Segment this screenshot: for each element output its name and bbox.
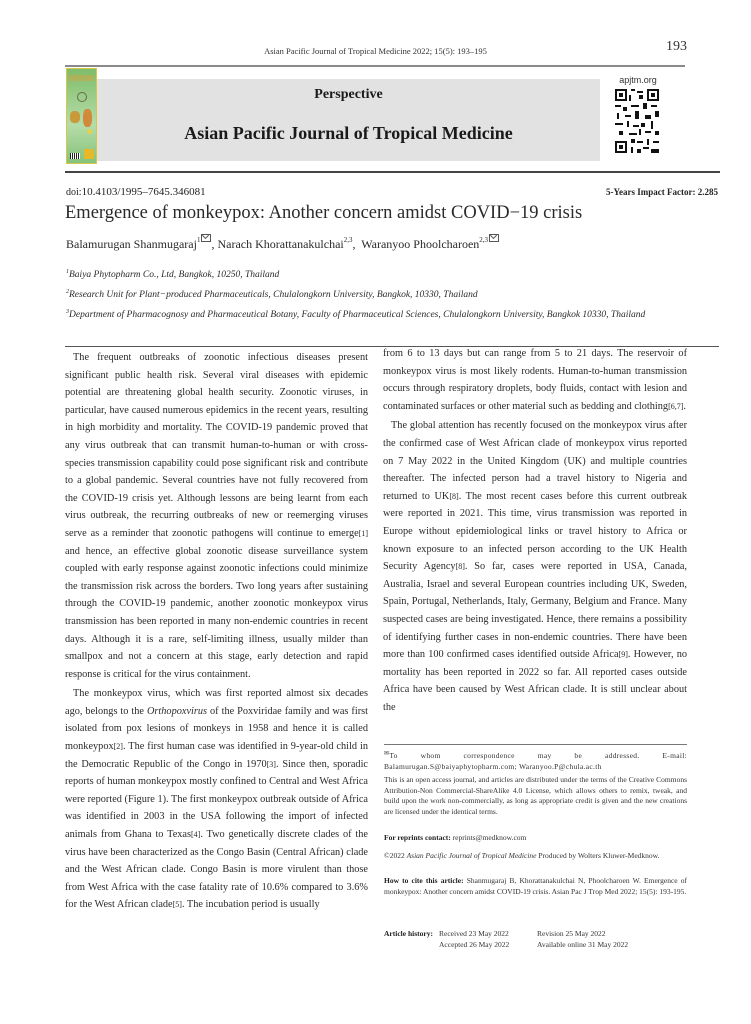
article-history <box>384 928 687 950</box>
author-affiliation-marker: 1 <box>196 236 201 244</box>
affiliation-text: Research Unit for Plant−produced Pharmaceuticals, Chulalongkorn University, Bangkok, 10330, Thailand <box>69 290 478 301</box>
correspondence-note <box>384 749 687 772</box>
body-paragraph: from 6 to 13 days but can range from 5 to 21 days. The reservoir of monkeypox virus is most likely rodents. Human-to-human transmission occurs through respiratory droplets, body fluids, contact with lesion and contaminated surfaces or other material such as bedding and clothing[6,7]. <box>383 348 687 412</box>
citation-link[interactable]: [9] <box>618 650 628 660</box>
citation-link[interactable]: [8] <box>449 491 459 501</box>
citation-link[interactable]: [1] <box>358 528 368 538</box>
reprints-email[interactable]: reprints@medknow.com <box>450 833 527 842</box>
qr-code-icon[interactable] <box>613 87 661 155</box>
impact-factor: 5-Years Impact Factor: 2.285 <box>606 187 718 197</box>
author-affiliation-marker: 2,3 <box>479 236 489 244</box>
body-paragraph: The global attention has recently focused on the monkeypox virus after the confirmed case of West African clade of monkeypox virus reported on 7 May 2022 in the United Kingdom (UK) and multiple countries thereafter. The infected person had a travel history to Nigeria and returned to UK[8]. The most recent cases before this current outbreak were reported in 2021. This time, virus transmission was reported in Europe without epidemiological links or travel history to Africa or known exposure to an infected person according to the UK Health Security Agency[8]. So far, cases were reported in USA, Canada, Australia, Israel and several European countries including UK, Sweden, Spain, Portugal, Netherlands, Italy, Germany, Belgium and France. Many suspected cases are being investigated. Hence, there remains a possibility of identifying further cases in non-endemic countries. There have been more than 100 confirmed cases identified outside Africa[9]. However, no mortality has been reported in 2022 so far. All reported cases outside Africa have been caused by West African clade. It is still unclear about the <box>383 420 687 713</box>
citation-link[interactable]: [5] <box>172 900 182 910</box>
header-top-rule <box>65 65 685 67</box>
body-column-right <box>383 345 687 716</box>
journal-banner <box>97 79 600 161</box>
doi[interactable] <box>66 186 206 198</box>
cover-map-shape <box>83 109 92 127</box>
mail-icon[interactable] <box>201 234 211 242</box>
author-name: Narach Khorattanakulchai <box>217 237 344 251</box>
doi-label: doi: <box>66 187 82 198</box>
affiliation-marker: 3 <box>66 309 69 315</box>
mail-icon: ✉ <box>384 751 390 757</box>
journal-name: Asian Pacific Journal of Tropical Medicine <box>184 123 513 143</box>
history-row <box>384 939 687 950</box>
affiliation-text: Department of Pharmacognosy and Pharmaceutical Botany, Faculty of Pharmaceutical Sciences, Chulalongkorn University, Bangkok 10330, Thailand <box>69 310 646 321</box>
affiliation-marker: 1 <box>66 269 69 275</box>
cite-text: Shanmugaraj B, Khorattanakulchai N, Phoolcharoen W. Emergence of monkeypox: Another concern amidst COVID-19 crisis. Asian Pac J Trop Med 2022; 15(5): 193-195. <box>384 876 687 896</box>
cover-title-band <box>69 75 94 81</box>
history-revision: Revision 25 May 2022 <box>537 929 606 938</box>
citation-link[interactable]: [6,7] <box>668 401 684 411</box>
cover-seal-icon <box>77 92 87 102</box>
author-list <box>66 234 499 252</box>
article-type-label: Perspective <box>314 87 383 102</box>
reprints-label: For reprints contact: <box>384 833 451 842</box>
body-paragraph: The frequent outbreaks of zoonotic infectious diseases present significant public health risk. Several viral diseases with epidemic potential are threatening global health security. Zoonotic viruses, in particular, have caused numerous epidemics in the recent years, resulting in high morbidity and mortality. The COVID-19 pandemic proved that any virus outbreak that can transmit human-to-human or with cross-species transmission capability could pose significant risk and contribute to a global pandemic. Several countries have not fully recovered from the COVID-19 crisis yet. Although lessons are being learnt from each virus outbreak, the recurring outbreaks of new or reemerging viruses serve as a reminder that zoonotic pathogens will continue to emerge[1] and hence, an effective global zoonotic disease surveillance system coupled with early response against zoonotic infections could minimize the transmission risk across the borders. Two long years after sustaining through the COVID-19 pandemic, another zoonotic monkeypox virus transmission has been reported in many non-endemic countries in recent days. Although it is a rare, self-limiting illness, usually milder than smallpox and not a concern at this stage, early detection and rapid response is critical for the virus containment. <box>65 352 368 680</box>
copyright-note: ©2022 Asian Pacific Journal of Tropical Medicine Produced by Wolters Kluwer-Medknow. <box>384 851 660 860</box>
correspondence-text: To whom correspondence may be addressed. E-mail: Balamurugan.S@baiyaphytopharm.com; Waranyoo.P@chula.ac.th <box>384 751 687 771</box>
footnote-rule <box>384 744 687 745</box>
license-note: This is an open access journal, and articles are distributed under the terms of the Creative Commons Attribution-Non Commercial-ShareAlike 4.0 License, which allows others to remix, tweak, and build upon the work non-commercially, as long as appropriate credit is given and the new creations are licensed under the identical terms. <box>384 775 687 816</box>
article-title: Emergence of monkeypox: Another concern amidst COVID−19 crisis <box>65 203 583 223</box>
cover-logo-icon <box>84 149 94 159</box>
journal-cover-image <box>66 68 97 164</box>
body-paragraph: The monkeypox virus, which was first reported almost six decades ago, belongs to the Orthopoxvirus of the Poxviridae family and was first isolated from pox lesions of monkeys in 1958 and hence it is called monkeypox[2]. The first human case was identified in 9-year-old child in the Democratic Republic of the Congo in 1970[3]. Since then, sporadic reports of human monkeypox mostly confined to Central and West Africa were reported (Figure 1). The first monkeypox outbreak outside of Africa was identified in 2003 in the USA following the import of infected animals from Ghana to Texas[4]. Two genetically discrete clades of the virus have been characterized as the Congo Basin (Central African) clade and the West African clade. Congo Basin is more virulent than those from West Africa with the case fatality rate of 10.6% compared to 3.6% for the West African clade[5]. The incubation period is usually <box>65 688 369 911</box>
citation-note <box>384 876 687 897</box>
affiliation <box>66 267 716 281</box>
affiliation-text: Baiya Phytopharm Co., Ltd, Bangkok, 10250, Thailand <box>69 270 280 281</box>
history-row <box>384 928 687 939</box>
running-head: Asian Pacific Journal of Tropical Medicine 2022; 15(5): 193–195 <box>264 46 487 56</box>
history-label: Article history: <box>384 929 433 938</box>
journal-website[interactable]: apjtm.org <box>619 75 657 85</box>
header-bottom-rule <box>65 171 720 173</box>
history-online: Available online 31 May 2022 <box>537 940 629 949</box>
cover-map-shape <box>70 111 80 123</box>
page-number: 193 <box>666 39 687 54</box>
mail-icon[interactable] <box>489 234 499 242</box>
author-name: Waranyoo Phoolcharoen <box>361 237 480 251</box>
author-separator: , <box>211 237 218 251</box>
reprints-note <box>384 833 687 844</box>
citation-link[interactable]: [3] <box>266 759 276 769</box>
citation-link[interactable]: [8] <box>455 562 465 572</box>
history-accepted: Accepted 26 May 2022 <box>439 940 510 949</box>
body-column-left <box>65 349 368 914</box>
citation-link[interactable]: [4] <box>190 830 201 840</box>
author-affiliation-marker: 2,3 <box>343 236 353 244</box>
cite-label: How to cite this article: <box>384 876 464 885</box>
author-separator: , <box>352 237 362 251</box>
author-name: Balamurugan Shanmugaraj <box>66 237 197 251</box>
cover-map-shape <box>87 129 92 134</box>
journal-name-italic: Asian Pacific Journal of Tropical Medicine <box>406 851 537 860</box>
affiliation <box>66 287 716 301</box>
italic-term: Orthopoxvirus <box>146 705 208 717</box>
cover-barcode-icon <box>70 153 80 159</box>
citation-link[interactable]: [2] <box>113 742 123 752</box>
history-label-spacer <box>384 939 439 950</box>
affiliation <box>66 307 716 321</box>
doi-value[interactable]: 10.4103/1995–7645.346081 <box>81 186 206 198</box>
history-received: Received 23 May 2022 <box>439 929 509 938</box>
affiliation-marker: 2 <box>66 289 69 295</box>
